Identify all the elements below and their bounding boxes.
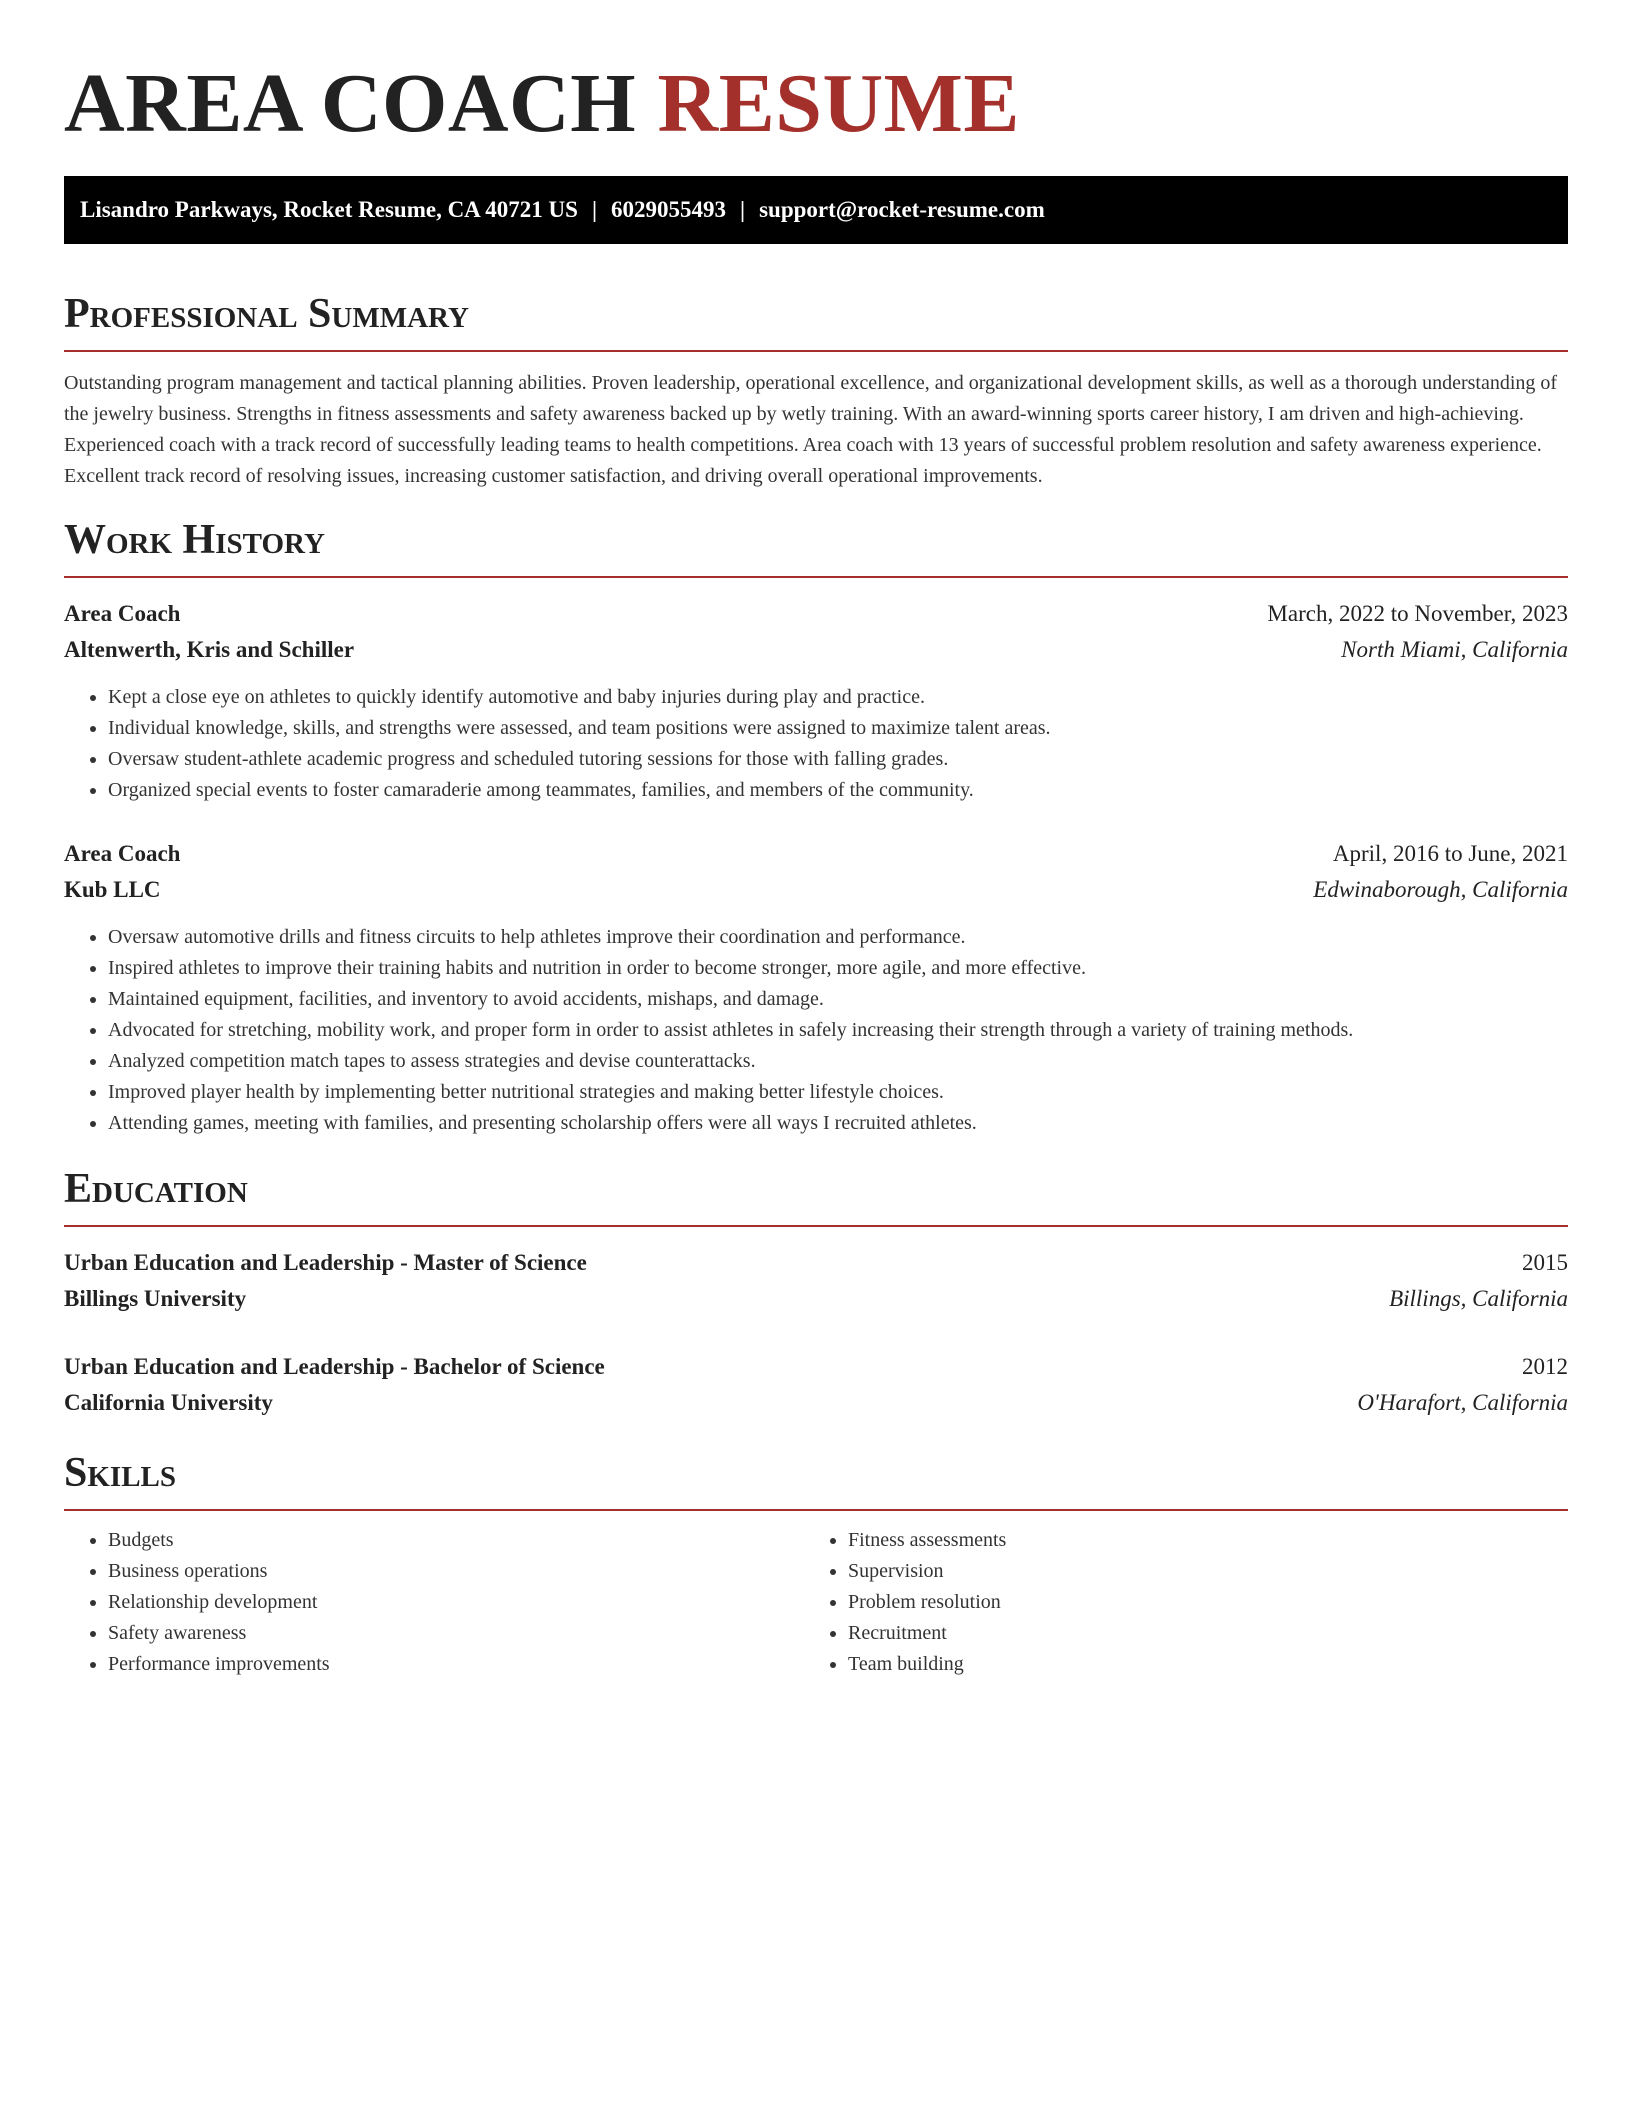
education-degree: Urban Education and Leadership - Bachelor of Science: [64, 1354, 605, 1379]
contact-email: support@rocket-resume.com: [759, 197, 1045, 222]
contact-separator: |: [740, 197, 746, 222]
section-divider: [64, 350, 1568, 352]
job-dates: April, 2016 to June, 2021: [1332, 841, 1568, 866]
education-school: California University: [64, 1390, 273, 1415]
education-degree: Urban Education and Leadership - Master of Science: [64, 1250, 587, 1275]
skill-item: • Problem resolution: [848, 1587, 1544, 1618]
skill-item: • Supervision: [848, 1556, 1544, 1587]
job-dates: March, 2022 to November, 2023: [1267, 601, 1568, 626]
skill-item: • Team building: [848, 1649, 1544, 1680]
job-location: North Miami, California: [1341, 637, 1568, 662]
job-title: Area Coach: [64, 841, 181, 866]
job-bullet: • Oversaw student-athlete academic progress and scheduled tutoring sessions for those with falling grades.: [108, 744, 1568, 775]
job-header-row: [64, 836, 1568, 872]
job-bullet: • Inspired athletes to improve their training habits and nutrition in order to become stronger, more agile, and more effective.: [108, 953, 1568, 984]
skill-item: • Recruitment: [848, 1618, 1544, 1649]
job-title: Area Coach: [64, 601, 181, 626]
job-location: Edwinaborough, California: [1313, 877, 1568, 902]
education-location: O'Harafort, California: [1357, 1390, 1568, 1415]
education-year: 2015: [1522, 1250, 1568, 1275]
job-bullet: • Advocated for stretching, mobility work, and proper form in order to assist athletes in safely increasing their strength through a variety of training methods.: [108, 1015, 1568, 1046]
skills-columns: [64, 1525, 1568, 1680]
job-bullet: • Analyzed competition match tapes to assess strategies and devise counterattacks.: [108, 1046, 1568, 1077]
section-heading-skills: Skills: [64, 1450, 177, 1496]
contact-separator: |: [591, 197, 598, 222]
section-divider: [64, 1509, 1568, 1511]
education-year: 2012: [1522, 1354, 1568, 1379]
summary-text: Outstanding program management and tactical planning abilities. Proven leadership, operational excellence, and organizational development skills, as well as a thorough understanding of the jewelry business. Strengths in fitness assessments and safety awareness backed up by wetly training. With an award-winning sports career history, I am driven and high-achieving. Experienced coach with a track record of successfully leading teams to health competitions. Area coach with 13 years of successful problem resolution and safety awareness experience. Excellent track record of resolving issues, increasing customer satisfaction, and driving overall operational improvements.: [64, 372, 1558, 487]
title-accent: RESUME: [657, 57, 1020, 150]
job-bullet: • Oversaw automotive drills and fitness circuits to help athletes improve their coordination and performance.: [108, 922, 1568, 953]
job-entry: [64, 836, 1568, 1139]
job-bullet: • Attending games, meeting with families, and presenting scholarship offers were all ways I recruited athletes.: [108, 1108, 1568, 1139]
education-school: Billings University: [64, 1286, 247, 1311]
skill-item: • Safety awareness: [108, 1618, 804, 1649]
skills-list-left: [64, 1525, 804, 1680]
skills-section: [64, 1447, 1568, 1680]
skill-item: • Fitness assessments: [848, 1525, 1544, 1556]
job-bullets: [64, 922, 1568, 1139]
job-bullet: • Organized special events to foster camaraderie among teammates, families, and members of the community.: [108, 775, 1568, 806]
work-section: [64, 514, 1568, 1139]
skill-item: • Budgets: [108, 1525, 804, 1556]
section-heading-work: Work History: [64, 517, 325, 563]
education-degree-row: [64, 1349, 1568, 1385]
job-company: Altenwerth, Kris and Schiller: [64, 637, 355, 662]
section-heading-summary: Professional Summary: [64, 291, 469, 337]
resume-title: [64, 58, 1568, 150]
education-entry: [64, 1245, 1568, 1317]
summary-section: [64, 288, 1568, 492]
education-location: Billings, California: [1389, 1286, 1568, 1311]
job-bullets: [64, 682, 1568, 806]
section-divider: [64, 576, 1568, 578]
job-bullet: • Improved player health by implementing better nutritional strategies and making better lifestyle choices.: [108, 1077, 1568, 1108]
education-school-row: [64, 1281, 1568, 1317]
resume-page: [64, 58, 1568, 1680]
education-school-row: [64, 1385, 1568, 1421]
section-heading-education: Education: [64, 1166, 248, 1212]
skill-item: • Performance improvements: [108, 1649, 804, 1680]
job-bullet: • Kept a close eye on athletes to quickly identify automotive and baby injuries during play and practice.: [108, 682, 1568, 713]
education-section: [64, 1163, 1568, 1421]
skill-item: • Business operations: [108, 1556, 804, 1587]
contact-phone: 6029055493: [611, 197, 727, 222]
job-header-row: [64, 596, 1568, 632]
contact-address: Lisandro Parkways, Rocket Resume, CA 40721 US: [80, 197, 578, 222]
skills-list-right: [804, 1525, 1544, 1680]
section-divider: [64, 1225, 1568, 1227]
job-bullet: • Maintained equipment, facilities, and inventory to avoid accidents, mishaps, and damage.: [108, 984, 1568, 1015]
education-entry: [64, 1349, 1568, 1421]
skill-item: • Relationship development: [108, 1587, 804, 1618]
job-company: Kub LLC: [64, 877, 161, 902]
contact-bar: [64, 176, 1568, 244]
job-bullet: • Individual knowledge, skills, and strengths were assessed, and team positions were assigned to maximize talent areas.: [108, 713, 1568, 744]
job-company-row: [64, 632, 1568, 668]
title-main: AREA COACH: [64, 57, 637, 150]
job-entry: [64, 596, 1568, 806]
job-company-row: [64, 872, 1568, 908]
education-degree-row: [64, 1245, 1568, 1281]
